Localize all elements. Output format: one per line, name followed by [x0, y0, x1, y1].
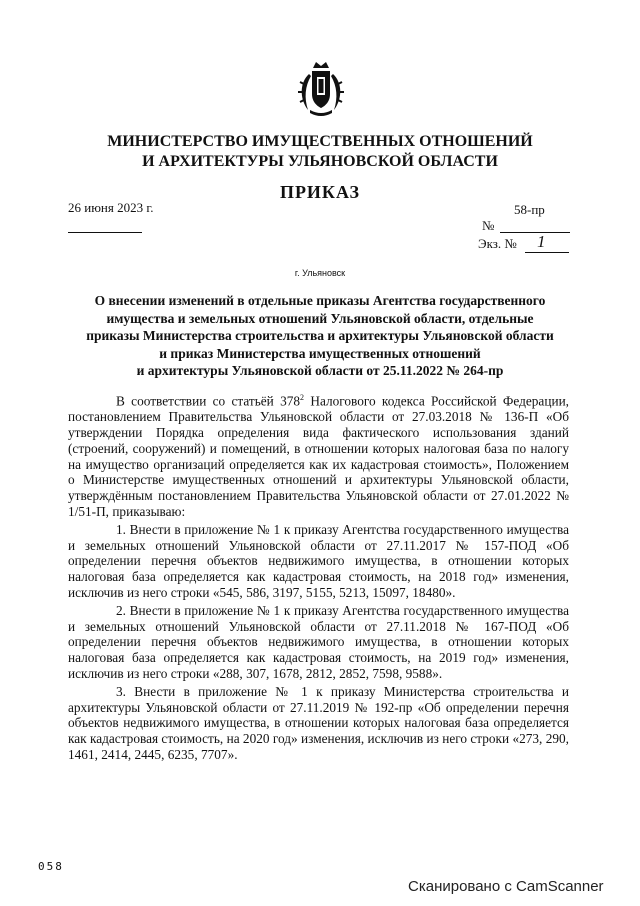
- ministry-name-line-1: МИНИСТЕРСТВО ИМУЩЕСТВЕННЫХ ОТНОШЕНИЙ: [107, 133, 533, 150]
- title-line: приказы Министерства строительства и архитектуры Ульяновской области: [86, 328, 554, 343]
- page-number: 058: [38, 860, 64, 873]
- title-line: и архитектуры Ульяновской области от 25.11.2022 № 264-пр: [136, 363, 504, 378]
- preamble-paragraph: В соответствии со статьёй $378^2$ Налогового кодекса Российской Федерации, постановлением Правительства Ульяновской области от 27.03.2018 № 136-П «Об утверждении Порядка определения вида фактического использования зданий (строений, сооружений) и помещений, в отношении которых налоговая база по налогу на имущество организаций определяется как их кадастровая стоимость», Положением о Министерстве имущественных отношений и архитектуры Ульяновской области, утверждённым постановлением Правительства Ульяновской области от 27.01.2022 № 1/51-П, приказываю:: [68, 393, 570, 519]
- copy-number: 1: [537, 232, 546, 251]
- copy-label: Экз. №: [478, 236, 517, 251]
- clause-1-paragraph: 1. Внести в приложение № 1 к приказу Агентства государственного имущества и земельных отношений Ульяновской области от 27.11.2017 № 157-ПОД «Об определении перечня объектов недвижимого имущества, в отношении которых налоговая база определяется как кадастровая стоимость, на 2018 год» изменения, исключив из него строки «545, 586, 3197, 5155, 5213, 15097, 18480».: [68, 521, 569, 600]
- ulyanovsk-coat-of-arms-icon: [296, 60, 346, 118]
- ministry-name-line-2: И АРХИТЕКТУРЫ УЛЬЯНОВСКОЙ ОБЛАСТИ: [142, 153, 498, 170]
- scanner-watermark: Сканировано с CamScanner: [408, 878, 604, 895]
- clause-2-paragraph: 2. Внести в приложение № 1 к приказу Агентства государственного имущества и земельных отношений Ульяновской области от 27.11.2018 № 167-ПОД «Об определении перечня объектов недвижимого имущества, в отношении которых налоговая база определяется как кадастровая стоимость, на 2019 год» изменения, исключив из него строки «288, 307, 1678, 2812, 2852, 7598, 9588».: [68, 602, 569, 681]
- order-body: [68, 390, 569, 765]
- order-number: 58-пр: [514, 202, 545, 217]
- article-superscript: 2: [300, 393, 305, 402]
- clause-3-paragraph: 3. Внести в приложение № 1 к приказу Министерства строительства и архитектуры Ульяновской области от 27.11.2019 № 192-пр «Об определении перечня объектов недвижимого имущества, в отношении которых налоговая база определяется как кадастровая стоимость, на 2020 год» изменения, исключив из него строки «273, 290, 1461, 2414, 2445, 6235, 7707».: [68, 683, 569, 762]
- date-underline: [68, 232, 142, 233]
- number-underline: [500, 232, 570, 233]
- number-label: №: [482, 218, 495, 233]
- document-type-title: ПРИКАЗ: [279, 182, 361, 202]
- title-line: и приказ Министерства имущественных отношений: [159, 345, 481, 361]
- title-line: О внесении изменений в отдельные приказы Агентства государственного: [94, 293, 546, 308]
- order-subject-title: [70, 292, 570, 380]
- title-line: имущества и земельных отношений Ульяновской области, отдельные: [106, 310, 534, 326]
- city-name: г. Ульяновск: [294, 268, 346, 278]
- order-date: 26 июня 2023 г.: [68, 200, 154, 215]
- copy-underline: [525, 252, 569, 253]
